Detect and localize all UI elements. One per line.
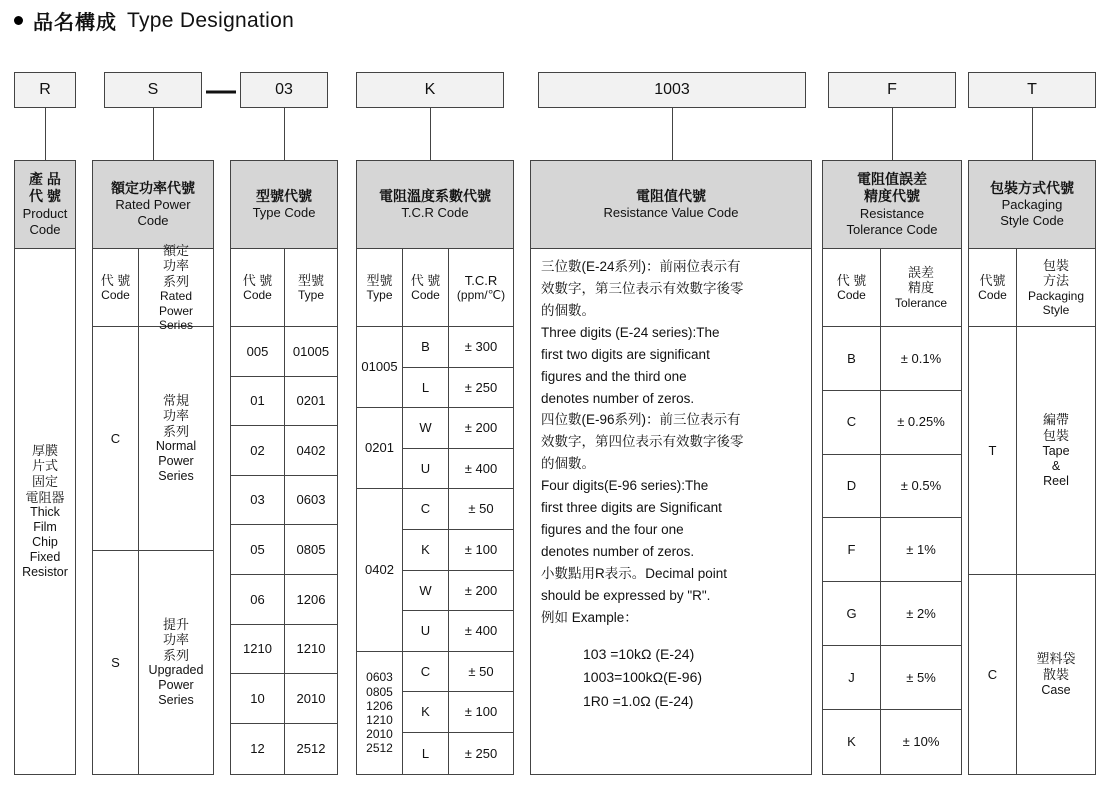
type-code-subheader [231, 249, 337, 327]
connector-packaging [1032, 108, 1033, 160]
page-title [14, 6, 294, 35]
connector-type-bottom [284, 126, 285, 160]
product-body-en-3: Chip [32, 535, 58, 550]
code-box-type: 03 [240, 72, 328, 108]
tcr-code: K [403, 692, 448, 733]
upgraded-en-3: Series [158, 693, 194, 708]
tolerance-code: K [847, 734, 856, 750]
rated-power-row-upgraded-code: S [93, 551, 139, 774]
packaging-code: T [988, 442, 997, 458]
tolerance-code: D [846, 478, 857, 494]
table-row [823, 582, 961, 646]
product-body-cn-2: 片式 [31, 458, 58, 474]
resistance-line: Three digits (E-24 series):The [541, 324, 720, 340]
tcr-group-type: 0201 [357, 408, 402, 489]
tcr-sub-value-cn: T.C.R [464, 272, 498, 288]
product-body-cn-3: 固定 [31, 474, 58, 489]
packaging-sub-style [1017, 249, 1095, 326]
code-box-rated-power: S [104, 72, 202, 108]
table-row [231, 575, 337, 625]
column-type-code [230, 160, 338, 775]
tcr-sub-type [357, 249, 403, 326]
tolerance-code: C [846, 414, 857, 430]
type-sub-type-cn: 型號 [297, 272, 324, 288]
tcr-sub-type-en: Type [366, 288, 393, 303]
tcr-sub-code-en: Code [411, 288, 440, 303]
code-box-tcr: K [356, 72, 504, 108]
resistance-example: 103 =10kΩ (E-24) [583, 645, 695, 662]
tolerance-rows [823, 327, 961, 774]
tcr-code: B [403, 327, 448, 368]
table-row [969, 327, 1095, 575]
tcr-code: W [403, 571, 448, 612]
type-row-type: 0402 [296, 442, 326, 458]
upgraded-en-2: Power [158, 678, 194, 693]
tcr-value: ± 50 [449, 652, 513, 693]
tcr-value: ± 200 [449, 571, 513, 612]
column-product-code [14, 160, 76, 775]
connector-tolerance [892, 108, 893, 160]
product-body-cn-4: 電阻器 [25, 489, 65, 505]
tcr-rows [357, 327, 513, 774]
tolerance-value: ± 0.1% [900, 350, 942, 366]
type-row-type: 0201 [296, 393, 326, 409]
packaging-style-cn-2: 包裝 [1042, 428, 1069, 443]
tcr-value: ± 100 [449, 530, 513, 571]
packaging-header [969, 161, 1095, 249]
tolerance-code: G [846, 605, 857, 621]
tcr-sub-value-en: (ppm/℃) [456, 288, 506, 303]
title-chinese: 品名構成 [33, 12, 117, 34]
tcr-type-line: 0805 [366, 684, 393, 699]
packaging-sub-style-cn-1: 包裝 [1042, 257, 1069, 273]
tolerance-sub-code-cn: 代 號 [836, 272, 867, 288]
connector-tcr [430, 108, 431, 160]
type-code-header-cn: 型號代號 [256, 187, 312, 204]
tolerance-value: ± 10% [902, 734, 940, 750]
rated-power-row-normal [93, 327, 213, 551]
table-row [823, 327, 961, 391]
type-code-header [231, 161, 337, 249]
product-body-en-5: Resistor [22, 565, 68, 580]
packaging-style-en-1: Tape [1042, 443, 1070, 458]
code-box-packaging: T [968, 72, 1096, 108]
table-row [823, 455, 961, 519]
tolerance-sub-value-cn-2: 精度 [907, 280, 934, 296]
tcr-header [357, 161, 513, 249]
packaging-code: C [987, 666, 998, 682]
type-row-type: 2512 [296, 741, 326, 757]
tolerance-code: B [847, 350, 856, 366]
title-english: Type Designation [127, 8, 295, 32]
resistance-line: first two digits are significant [541, 346, 710, 362]
resistance-line: 小數點用R表示。Decimal point [541, 565, 728, 581]
tcr-value: ± 250 [449, 368, 513, 409]
resistance-example: 1R0 =1.0Ω (E-24) [583, 693, 694, 710]
connector-rated-power-top [153, 108, 154, 126]
type-code-header-en: Type Code [252, 205, 316, 221]
normal-cn-1: 常規 [162, 392, 189, 408]
tolerance-header-cn-2: 精度代號 [864, 188, 920, 205]
tcr-type-line: 1210 [366, 712, 393, 727]
packaging-style-en-3: Reel [1043, 473, 1069, 488]
type-row-code: 1210 [243, 641, 272, 657]
type-sub-type-en: Type [297, 288, 324, 303]
packaging-style-en-2: & [1051, 458, 1061, 473]
type-row-code: 05 [250, 541, 265, 557]
product-code-body [15, 249, 75, 774]
packaging-sub-style-cn-2: 方法 [1042, 273, 1069, 289]
resistance-header-en: Resistance Value Code [603, 205, 739, 221]
type-row-code: 12 [250, 741, 265, 757]
tcr-value: ± 300 [449, 327, 513, 368]
rated-power-header-en-1: Rated Power [115, 197, 191, 212]
table-row [231, 476, 337, 526]
resistance-line: first three digits are Significant [541, 500, 722, 516]
tcr-code: U [403, 449, 448, 490]
tolerance-sub-value-en: Tolerance [894, 295, 948, 310]
type-sub-type [285, 249, 337, 326]
tolerance-value: ± 5% [906, 669, 936, 685]
rated-power-header-cn: 額定功率代號 [111, 179, 195, 196]
packaging-style-cn-2: 散裝 [1042, 667, 1069, 682]
tcr-sub-code [403, 249, 449, 326]
table-row [823, 646, 961, 710]
tcr-value: ± 50 [449, 489, 513, 530]
rated-power-sub-series-en-1: Rated [159, 289, 193, 304]
column-tcr-code [356, 160, 514, 775]
tcr-code: W [403, 408, 448, 449]
tolerance-header [823, 161, 961, 249]
table-row [969, 575, 1095, 774]
rated-power-row-normal-code: C [93, 327, 139, 550]
type-row-code: 06 [250, 591, 265, 607]
tcr-type-line: 1206 [366, 698, 393, 713]
table-row [231, 625, 337, 675]
connector-resistance [672, 108, 673, 160]
type-row-type: 01005 [292, 343, 330, 359]
rated-power-subheader [93, 242, 213, 333]
resistance-line: 三位數(E-24系列)：前兩位表示有 [541, 259, 741, 274]
tcr-header-en: T.C.R Code [401, 205, 469, 221]
separator-dash: — [206, 74, 236, 107]
upgraded-cn-3: 系列 [162, 647, 189, 663]
type-row-type: 1206 [296, 591, 326, 607]
resistance-example: 1003=100kΩ(E-96) [583, 669, 703, 686]
resistance-line: 效數字，第四位表示有效數字後零 [541, 434, 744, 450]
tcr-sub-value [449, 249, 513, 326]
connector-product [45, 108, 46, 160]
column-rated-power-code [92, 160, 214, 775]
tolerance-value: ± 1% [906, 541, 936, 557]
resistance-line: 例如 Example： [541, 609, 638, 625]
product-code-header-en-1: Product [22, 205, 68, 221]
tolerance-sub-code [823, 249, 881, 326]
tcr-code: L [421, 745, 430, 761]
type-row-type: 0603 [296, 492, 326, 508]
tolerance-value: ± 2% [906, 605, 936, 621]
table-row [823, 391, 961, 455]
normal-en-1: Normal [155, 439, 197, 454]
packaging-style [1017, 327, 1095, 574]
tolerance-header-cn-1: 電阻值誤差 [857, 170, 927, 187]
type-row-type: 0805 [296, 541, 326, 557]
rated-power-sub-code-en: Code [101, 288, 130, 303]
resistance-line: 效數字，第三位表示有效數字後零 [541, 280, 744, 296]
tcr-sub-type-cn: 型號 [366, 272, 393, 288]
product-code-header-en-2: Code [29, 222, 61, 237]
rated-power-row-normal-desc [139, 327, 213, 550]
packaging-style-cn-1: 塑料袋 [1036, 651, 1076, 667]
rated-power-sub-code [93, 249, 139, 326]
tolerance-value: ± 0.5% [900, 478, 942, 494]
tcr-value: ± 400 [449, 449, 513, 490]
resistance-header-cn: 電阻值代號 [636, 187, 706, 204]
tcr-header-cn: 電阻溫度系數代號 [379, 187, 491, 204]
type-sub-code [231, 249, 285, 326]
product-body-en-1: Thick [30, 505, 60, 520]
type-row-code: 10 [250, 690, 265, 706]
rated-power-row-upgraded-desc [139, 551, 213, 774]
packaging-header-en-1: Packaging [1001, 197, 1063, 212]
tolerance-sub-code-en: Code [837, 288, 866, 303]
packaging-sub-code-cn: 代號 [979, 272, 1006, 288]
upgraded-cn-2: 功率 [162, 632, 189, 648]
packaging-sub-style-en-1: Packaging [1027, 288, 1085, 303]
type-code-rows [231, 327, 337, 774]
rated-power-sub-code-cn: 代 號 [100, 272, 131, 288]
packaging-style [1017, 575, 1095, 774]
tcr-value: ± 250 [464, 745, 498, 761]
resistance-line: 的個數。 [541, 456, 595, 472]
column-resistance-value-code [530, 160, 812, 775]
code-box-resistance: 1003 [538, 72, 806, 108]
type-sub-code-cn: 代 號 [242, 272, 273, 288]
rated-power-sub-series [139, 242, 213, 333]
rated-power-sub-series-en-3: Series [158, 318, 193, 333]
packaging-rows [969, 327, 1095, 774]
tcr-value: ± 200 [449, 408, 513, 449]
resistance-line: figures and the third one [541, 368, 687, 384]
tolerance-sub-value [881, 249, 961, 326]
tcr-value: ± 400 [449, 611, 513, 652]
resistance-line: 的個數。 [541, 302, 595, 318]
packaging-style-cn-1: 編帶 [1042, 412, 1069, 428]
tcr-subheader [357, 249, 513, 327]
tcr-code: U [403, 611, 448, 652]
table-row [231, 724, 337, 774]
packaging-style-en-1: Case [1041, 682, 1071, 697]
product-code-header [15, 161, 75, 249]
table-row [823, 710, 961, 774]
type-row-code: 02 [250, 442, 265, 458]
table-row [231, 327, 337, 377]
code-box-product: R [14, 72, 76, 108]
type-row-type: 2010 [296, 690, 326, 706]
tcr-code: K [403, 530, 448, 571]
upgraded-en-1: Upgraded [148, 663, 204, 678]
upgraded-cn-1: 提升 [162, 616, 189, 632]
packaging-subheader [969, 249, 1095, 327]
type-row-code: 01 [250, 393, 265, 409]
product-code-header-cn-2: 代 號 [29, 188, 61, 205]
rated-power-sub-series-cn-3: 系列 [162, 273, 189, 289]
code-box-tolerance: F [828, 72, 956, 108]
tolerance-sub-value-cn-1: 誤差 [907, 264, 934, 280]
packaging-sub-code-en: Code [978, 288, 1007, 303]
tolerance-header-en-1: Resistance [859, 205, 925, 221]
tolerance-subheader [823, 249, 961, 327]
bullet-icon [14, 16, 23, 25]
rated-power-sub-series-en-2: Power [158, 303, 193, 318]
resistance-line: denotes number of zeros. [541, 543, 695, 559]
tcr-group-type: 01005 [357, 327, 402, 408]
product-body-en-4: Fixed [29, 550, 61, 565]
type-row-code: 005 [246, 343, 269, 359]
table-row [231, 525, 337, 575]
normal-cn-2: 功率 [162, 408, 189, 424]
tcr-type-line: 2010 [366, 727, 393, 742]
normal-en-3: Series [158, 469, 194, 484]
resistance-header [531, 161, 811, 249]
connector-rated-power-bottom [153, 126, 154, 160]
rated-power-sub-series-cn-2: 功率 [162, 258, 189, 274]
tolerance-value: ± 0.25% [897, 414, 945, 430]
tolerance-code: J [848, 669, 855, 685]
tcr-group-type-multi [357, 652, 402, 774]
tolerance-code: F [847, 541, 856, 557]
connector-type-top [284, 108, 285, 126]
table-row [823, 518, 961, 582]
resistance-line: should be expressed by "R". [541, 587, 711, 603]
table-row [231, 377, 337, 427]
tcr-group-type: 0402 [357, 489, 402, 651]
resistance-line: Four digits(E-96 series):The [541, 478, 709, 494]
packaging-sub-code [969, 249, 1017, 326]
product-body-cn-1: 厚膜 [31, 442, 58, 458]
product-code-header-cn-1: 產 品 [29, 170, 61, 187]
rated-power-header-en-2: Code [137, 213, 169, 229]
table-row [231, 674, 337, 724]
resistance-line: 四位數(E-96系列)：前三位表示有 [541, 412, 741, 428]
type-row-code: 03 [250, 492, 265, 508]
type-sub-code-en: Code [243, 288, 272, 303]
packaging-sub-style-en-2: Style [1042, 303, 1070, 318]
tolerance-header-en-2: Tolerance Code [846, 222, 938, 237]
resistance-line: denotes number of zeros. [541, 390, 695, 406]
table-row [231, 426, 337, 476]
resistance-examples [541, 643, 801, 714]
resistance-line: figures and the four one [541, 522, 684, 538]
rated-power-row-upgraded [93, 551, 213, 774]
normal-cn-3: 系列 [162, 423, 189, 439]
column-tolerance-code [822, 160, 962, 775]
product-body-en-2: Film [33, 520, 57, 535]
tcr-type-line: 0603 [366, 670, 393, 685]
type-row-type: 1210 [296, 641, 326, 657]
tcr-code: C [403, 652, 448, 693]
tcr-value: ± 100 [449, 692, 513, 733]
rated-power-sub-series-cn-1: 額定 [162, 242, 189, 258]
packaging-header-en-2: Style Code [1000, 213, 1064, 229]
tcr-type-line: 2512 [366, 741, 393, 756]
tcr-code: C [403, 489, 448, 530]
resistance-description [531, 249, 811, 714]
rated-power-header [93, 161, 213, 249]
tcr-sub-code-cn: 代 號 [410, 272, 441, 288]
tcr-code: L [403, 368, 448, 409]
column-packaging-style-code [968, 160, 1096, 775]
packaging-header-cn: 包裝方式代號 [990, 179, 1074, 196]
normal-en-2: Power [158, 454, 194, 469]
